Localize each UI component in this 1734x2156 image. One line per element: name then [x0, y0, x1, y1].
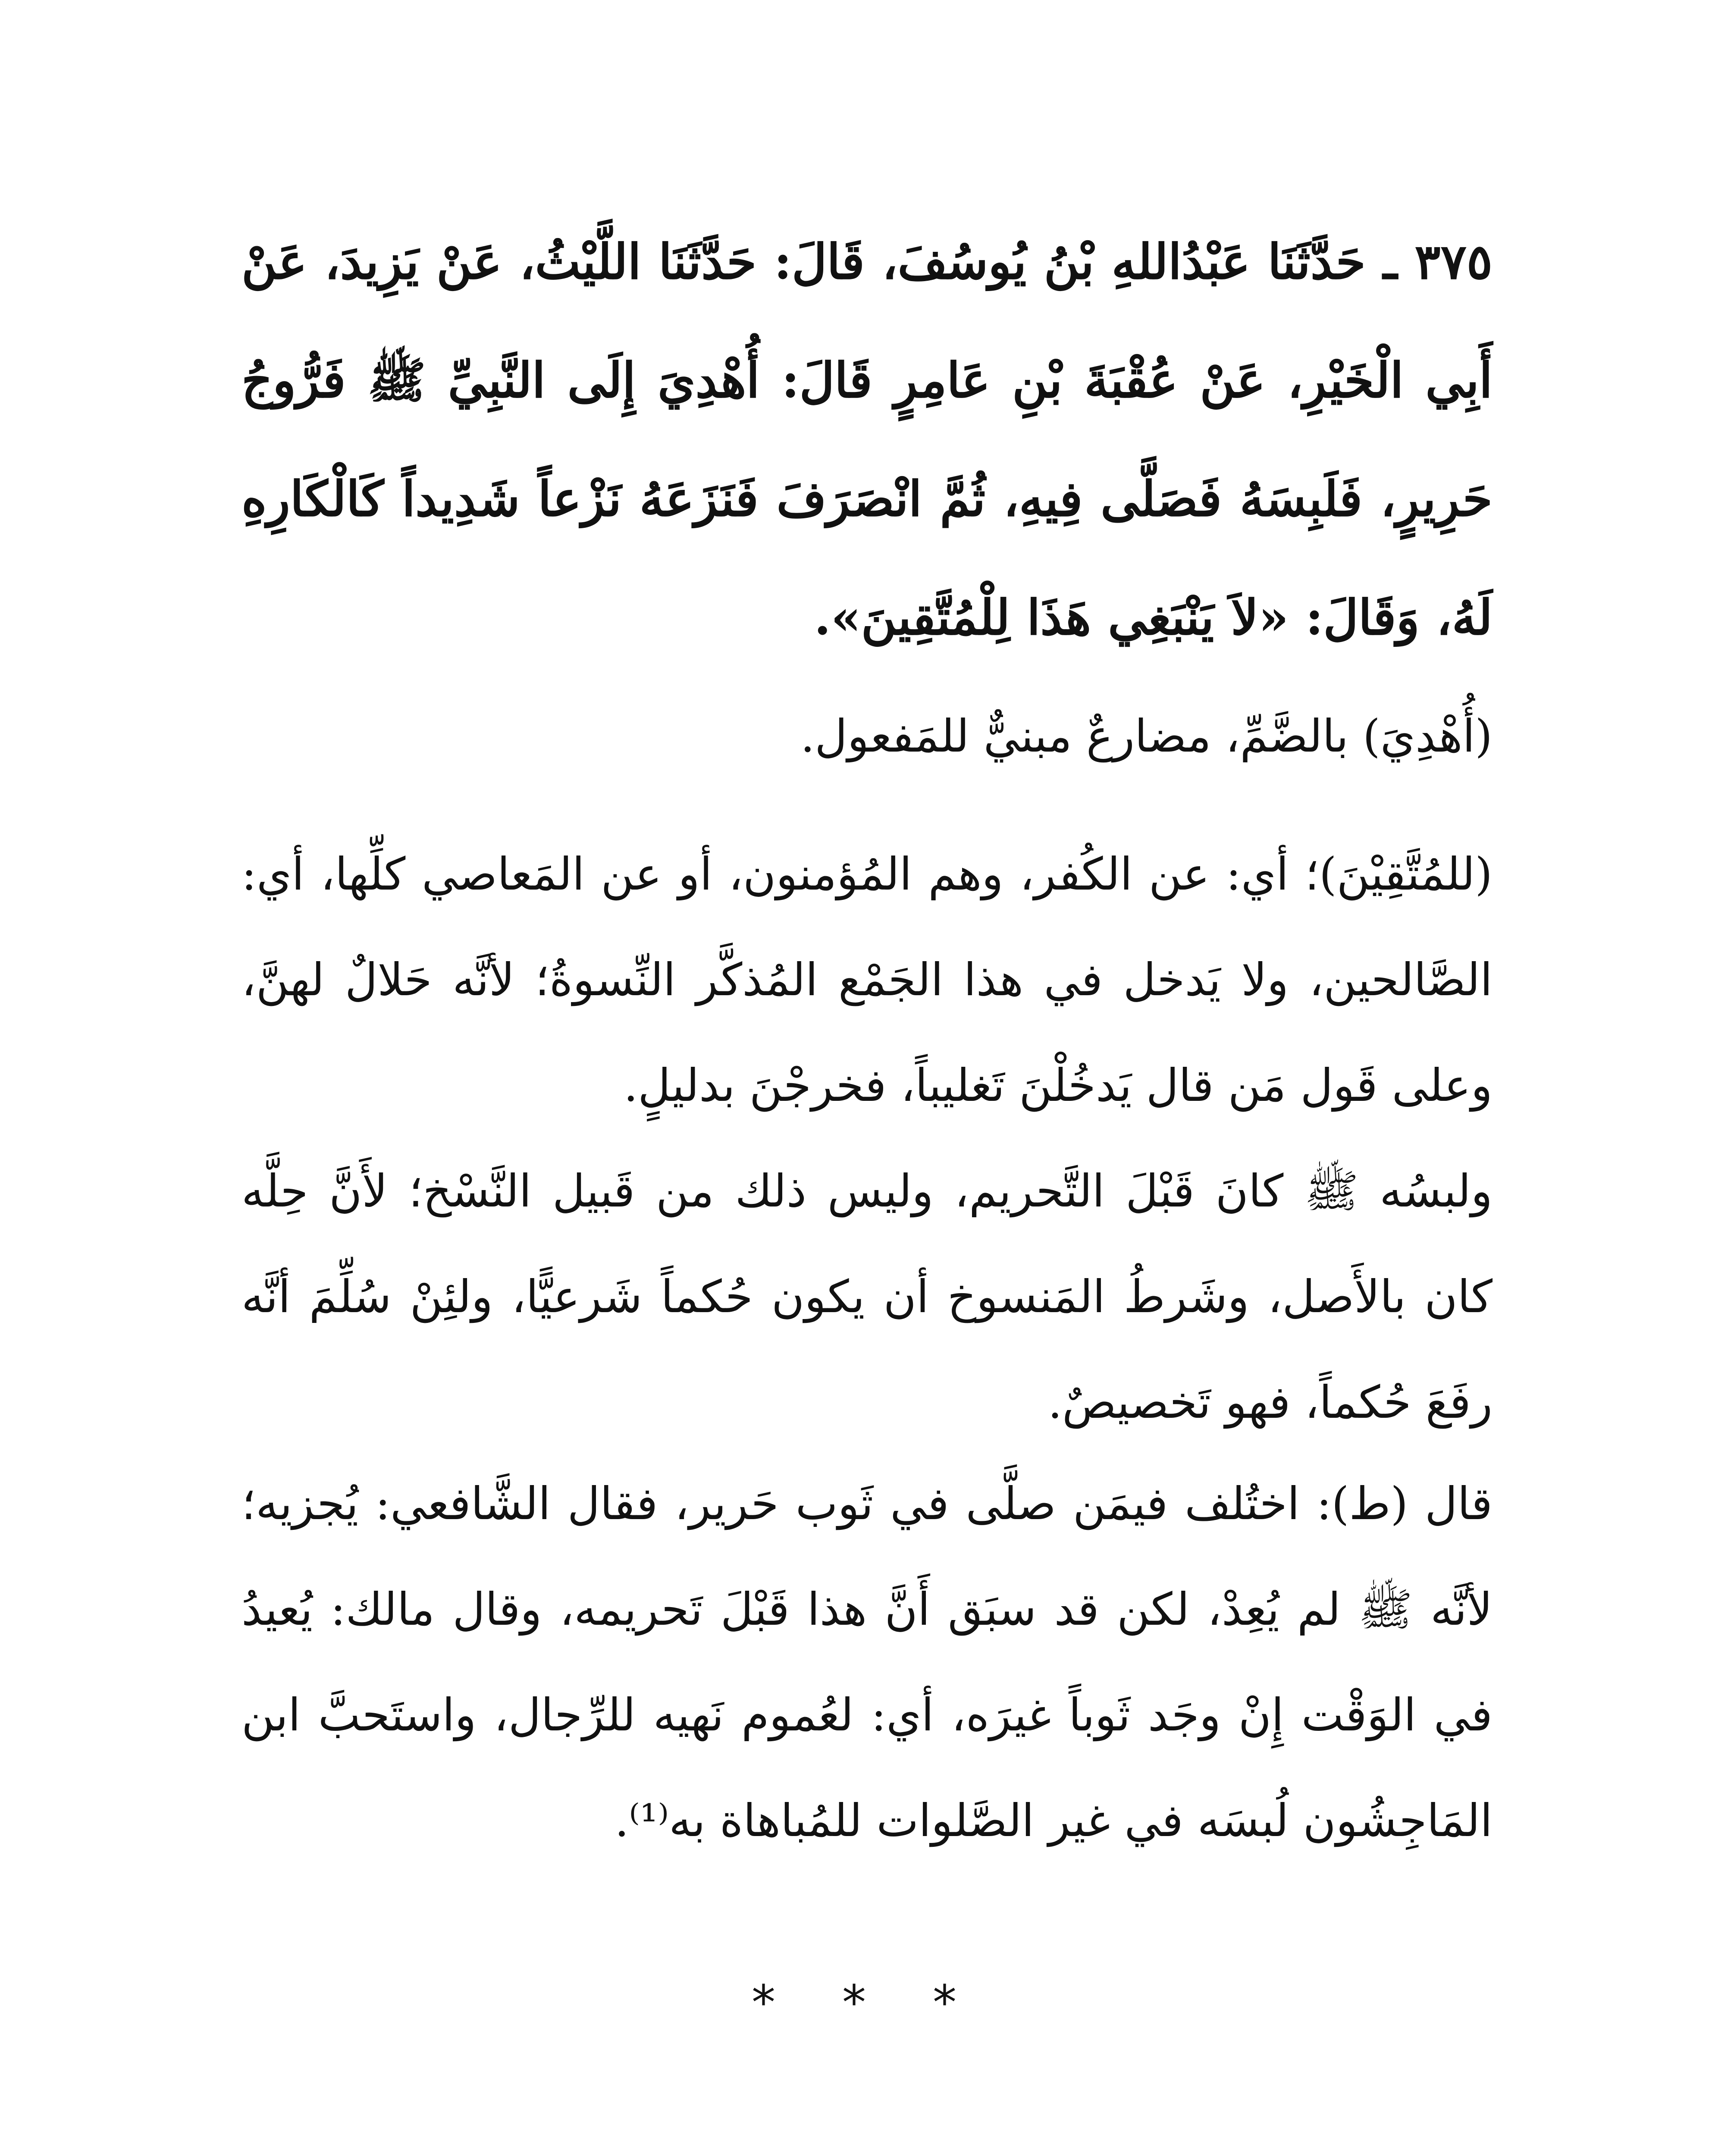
commentary-text: قال (ط): اختُلف فيمَن صلَّى في ثَوب حَرير، فقال الشَّافعي: يُجزيه؛ لأنَّه ﷺ لم يُعِدْ، لكن قد سبَق أَنَّ هذا قَبْلَ تَحريمه، وقال مالك: يُعيدُ في الوَقْت إِنْ وجَد ثَوباً غيرَه، أي: لعُموم نَهيه للرِّجال، واستَحبَّ ابن المَاجِشُون لُبسَه في غير الصَّلوات للمُباهاة به⁽¹⁾.	[241, 1477, 1493, 1847]
commentary-paragraph-3	[241, 1138, 1493, 1455]
commentary-text: ولبسُه ﷺ كانَ قَبْلَ التَّحريم، وليس ذلك من قَبيل النَّسْخ؛ لأَنَّ حِلَّه كان بالأَصل، وشَرطُ المَنسوخ أن يكون حُكماً شَرعيًّا، ولئِنْ سُلِّمَ أنَّه رفَعَ حُكماً، فهو تَخصيصٌ.	[241, 1165, 1493, 1429]
commentary-text: (للمُتَّقِيْنَ)؛ أي: عن الكُفر، وهم المُؤمنون، أو عن المَعاصي كلِّها، أي: الصَّالحين، ولا يَدخل في هذا الجَمْع المُذكَّر النِّسوةُ؛ لأنَّه حَلالٌ لهنَّ، وعلى قَول مَن قال يَدخُلْنَ تَغليباً، فخرجْنَ بدليلٍ.	[241, 848, 1493, 1112]
commentary-paragraph-4	[241, 1451, 1493, 1874]
hadith-paragraph: ٣٧٥ ـ حَدَّثَنَا عَبْدُاللهِ بْنُ يُوسُفَ، قَالَ: حَدَّثَنَا اللَّيْثُ، عَنْ يَزِيدَ، عَنْ أَبِي الْخَيْرِ، عَنْ عُقْبَةَ بْنِ عَامِرٍ قَالَ: أُهْدِيَ إِلَى النَّبِيِّ ﷺ فَرُّوجُ حَرِيرٍ، فَلَبِسَهُ فَصَلَّى فِيهِ، ثُمَّ انْصَرَفَ فَنَزَعَهُ نَزْعاً شَدِيداً كَالْكَارِهِ لَهُ، وَقَالَ: «لاَ يَنْبَغِي هَذَا لِلْمُتَّقِينَ».	[241, 234, 1493, 646]
commentary-paragraph-2	[241, 821, 1493, 1138]
commentary-text: (أُهْدِيَ) بالضَّمِّ، مضارعٌ مبنيٌّ للمَفعول.	[800, 710, 1493, 762]
hadith-text	[241, 203, 1493, 677]
commentary-paragraph-1	[241, 683, 1493, 789]
section-separator: * * *	[752, 1975, 982, 2030]
